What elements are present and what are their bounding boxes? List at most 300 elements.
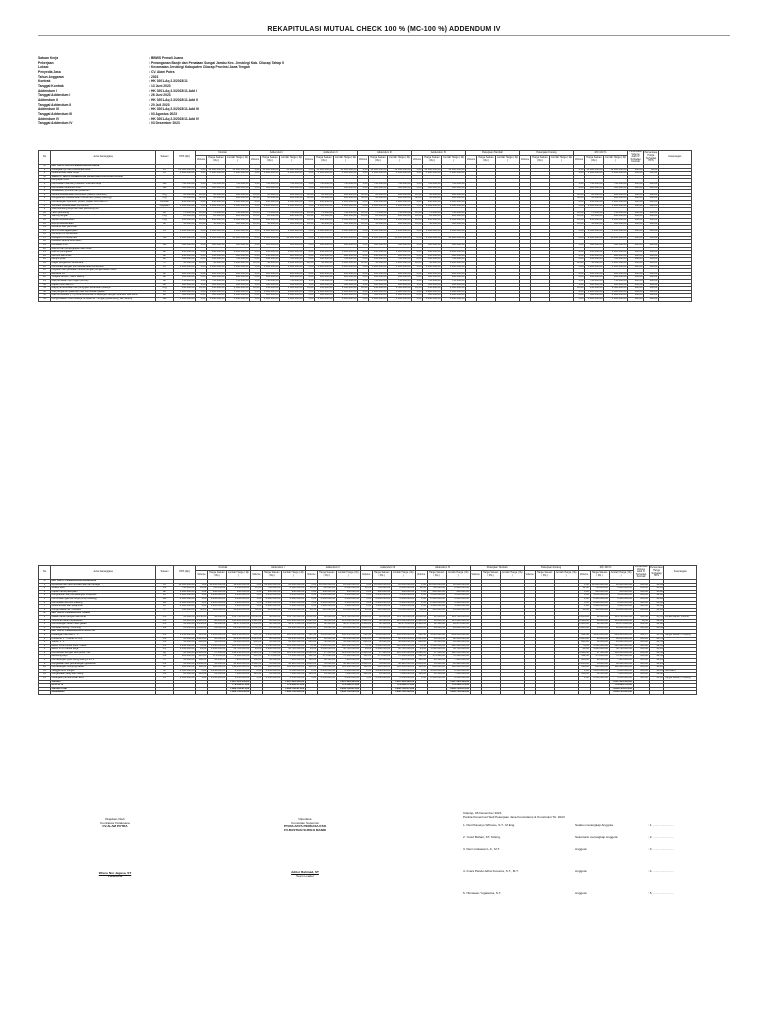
row-jumlah-harga: 46.475.000,00 <box>446 623 470 627</box>
row-uraian: Rambu dan perlengkapan lalu lintas <box>51 247 156 251</box>
row-volume: 2,00 <box>250 276 261 280</box>
row-volume: 90,00 <box>358 197 369 201</box>
row-jumlah-harga: 46.475.000,00 <box>281 623 305 627</box>
row-satuan: m2 <box>156 587 174 591</box>
row-volume: 10,00 <box>196 218 207 222</box>
summary-value: 7.087.123.400,00 <box>391 680 415 684</box>
row-harga-satuan: 2.400.000,00 <box>590 601 609 605</box>
row-jumlah-harga: 46.475.000,00 <box>336 623 360 627</box>
row-jumlah-harga: 2.350.000,00 <box>446 677 470 681</box>
row-hps: 35.000,00 <box>174 623 196 627</box>
row-hps: 250.000,00 <box>174 251 196 255</box>
row-harga-satuan: 150.000,00 <box>315 287 334 291</box>
row-harga-satuan: 150.000,00 <box>207 254 226 258</box>
row-harga-satuan: 32.500,00 <box>427 623 446 627</box>
row-jumlah-harga: 8.400.000,00 <box>391 587 415 591</box>
row-harga-satuan: 500.000,00 <box>585 283 604 287</box>
row-hps: 1.150.000,00 <box>174 633 196 637</box>
row-volume: 2.850,00 <box>416 615 427 618</box>
row-uraian: BPJS Ketenagakerjaan <box>51 229 156 233</box>
row-jumlah-harga: 1.000.000,00 <box>604 251 628 255</box>
row-volume: 1.025,00 <box>251 637 262 640</box>
summary-value: 7.866.700.000,00 <box>609 691 633 695</box>
row-persen-hps: 92,86 <box>649 594 664 598</box>
header-col-no: No <box>39 566 51 580</box>
row-harga-satuan: 5.000.000,00 <box>585 172 604 176</box>
row-jumlah-harga: 200.000,00 <box>226 276 250 280</box>
row-jumlah-harga: 8.400.000,00 <box>336 587 360 591</box>
row-jumlah-harga: 2.500.000,00 <box>442 218 466 222</box>
row-jumlah-harga: 43.680.000,00 <box>609 641 633 645</box>
row-no: 11 <box>39 215 51 219</box>
row-no: 9 <box>39 208 51 212</box>
row-hps: 85.000,00 <box>174 619 196 623</box>
row-satuan: Set <box>156 244 174 248</box>
row-jumlah-harga: 1.000.000,00 <box>280 204 304 208</box>
row-uraian: Peralatan P3K <box>51 244 156 248</box>
row-volume: 10,00 <box>574 215 585 219</box>
row-jumlah-harga <box>496 297 520 301</box>
row-harga-satuan: 52.000,00 <box>262 641 281 645</box>
row-uraian: SMKK A. BIAYA PENERAPAN KESELAMATAN KONSTRUKSI <box>51 175 156 179</box>
row-hps: 100.000,00 <box>174 276 196 280</box>
row-volume: 2,00 <box>415 669 427 673</box>
row-persen-hps: 96,00 <box>649 583 664 587</box>
row-harga-satuan: 50.000,00 <box>585 222 604 226</box>
row-jumlah-harga: 950.000,00 <box>609 590 633 594</box>
row-hps: 2.000.000,00 <box>174 605 196 609</box>
row-volume: 4,00 <box>304 272 315 276</box>
row-harga-satuan: 80.000,00 <box>372 619 391 623</box>
row-harga-satuan: 61.500,00 <box>317 673 336 677</box>
row-harga-satuan: 52.000,00 <box>590 641 609 645</box>
row-jumlah-harga: 118.400.000,00 <box>336 666 360 670</box>
row-harga-satuan: 500.000,00 <box>585 186 604 190</box>
row-harga-satuan: 80.000,00 <box>590 619 609 623</box>
row-harga-satuan: 150.000,00 <box>207 287 226 291</box>
row-harga-satuan: 500.000,00 <box>369 283 388 287</box>
row-volume: 12,00 <box>360 587 372 591</box>
row-volume: 1,00 <box>360 590 372 594</box>
row-no: 6 <box>39 601 51 605</box>
row-harga-satuan: 1.000.000,00 <box>207 204 226 208</box>
row-persen-hps: 94,00 <box>649 677 664 681</box>
row-jumlah-harga: 7.905.000,00 <box>226 659 250 663</box>
row-volume: 1.860,00 <box>579 626 589 629</box>
row-harga-satuan: 500.000,00 <box>315 244 334 248</box>
row-volume: 1.430,00 <box>196 622 207 626</box>
row-harga-satuan: 250.000,00 <box>315 200 334 204</box>
row-uraian: Sepatu keselamatan <box>51 218 156 222</box>
row-volume: 1,00 <box>412 280 423 284</box>
row-volume: 612,40 <box>360 633 372 637</box>
row-harga-satuan <box>531 297 550 301</box>
row-volume: 2,00 <box>304 276 315 280</box>
row-volume: 10,00 <box>358 215 369 219</box>
row-jumlah-harga: 2.500.000,00 <box>226 218 250 222</box>
row-volume: 10,00 <box>304 215 315 219</box>
row-harga-satuan: 1.000.000,00 <box>423 290 442 294</box>
row-harga-satuan: 1.000.000,00 <box>585 290 604 294</box>
row-jumlah-harga: 1.000.000,00 <box>442 294 466 298</box>
row-harga-satuan: 700.000,00 <box>590 587 609 591</box>
header-group: Addendum I <box>250 566 305 571</box>
signature-contractor <box>60 818 170 879</box>
row-volume: 20,00 <box>358 262 369 266</box>
row-volume: 1,00 <box>196 583 208 587</box>
row-harga-satuan: 100.000,00 <box>369 276 388 280</box>
row-persen-kontrak: 102,07 <box>633 633 649 637</box>
row-volume: 1,00 <box>574 204 585 208</box>
row-persen-hps: 100,00 <box>644 193 659 197</box>
row-harga-satuan: 800.000,00 <box>590 666 609 670</box>
row-jumlah-harga: 1.000.000,00 <box>334 262 358 266</box>
summary-value: 7.866.706.974,00 <box>336 687 360 691</box>
row-volume: 4,00 <box>412 251 423 255</box>
row-harga-satuan: 250.000,00 <box>423 251 442 255</box>
row-harga-satuan: 750.000,00 <box>369 280 388 284</box>
header-harga-satuan: Harga Satuan ( Rp ) <box>207 571 226 580</box>
row-satuan: Set <box>156 297 174 301</box>
row-jumlah-harga: 3.250.000,00 <box>446 594 470 598</box>
row-satuan: Ls <box>156 168 174 172</box>
row-no: 1 <box>39 583 51 587</box>
row-persen-kontrak: 100,00 <box>628 236 644 240</box>
row-no: E <box>39 630 51 634</box>
summary-value: 7.866.706.974,00 <box>391 687 415 691</box>
row-uraian: Tangga turun sungai <box>51 669 156 673</box>
row-harga-satuan: 1.900.000,00 <box>262 605 281 609</box>
row-volume: 4,00 <box>196 272 207 276</box>
header-col-no: No <box>39 151 51 165</box>
header-harga-satuan: Harga Satuan ( Rp ) <box>531 156 550 165</box>
row-no: 12 <box>39 218 51 222</box>
row-harga-satuan: 1.500.000,00 <box>585 229 604 233</box>
row-volume: 10,00 <box>412 222 423 226</box>
row-jumlah-harga: 40.920.000,00 <box>336 662 360 666</box>
row-jumlah-harga: 13.000.000,00 <box>281 608 305 612</box>
row-jumlah-harga: 2.500.000,00 <box>388 218 412 222</box>
row-volume: 612,40 <box>250 633 262 637</box>
row-jumlah-harga: 26.040.000,00 <box>446 626 470 630</box>
header-volume: Volume <box>412 156 423 165</box>
row-harga-satuan: 1.000.000,00 <box>207 265 226 269</box>
row-jumlah-harga: 750.000,00 <box>226 280 250 284</box>
row-harga-satuan: 1.000.000,00 <box>261 265 280 269</box>
row-volume: 1,00 <box>250 229 261 233</box>
row-harga-satuan: 500.000,00 <box>315 283 334 287</box>
row-volume: 1,00 <box>578 597 590 601</box>
row-jumlah-harga: 119.700.000,00 <box>609 615 633 619</box>
row-volume: 1,00 <box>358 297 369 301</box>
row-harga-satuan: 250.000,00 <box>207 200 226 204</box>
row-hps: 35.000,00 <box>174 662 196 666</box>
row-harga-satuan: 12.000.000,00 <box>209 583 226 586</box>
row-volume: 1.025,00 <box>416 637 427 640</box>
header-group: Pekerjaan Tambah <box>466 151 520 156</box>
row-uraian: Alat pelindung kerja dan alat pelindung diri <box>51 208 156 212</box>
row-jumlah-harga: 92.250.000,00 <box>281 637 305 641</box>
row-jumlah-harga: 2.400.000,00 <box>226 601 250 605</box>
row-uraian: Pembuatan dokumen RKK <box>51 186 156 190</box>
row-jumlah-harga: 500.000,00 <box>280 283 304 287</box>
header-group: Pekerjaan Tambah <box>470 566 524 571</box>
row-volume: 1.860,00 <box>306 626 317 629</box>
row-jumlah-harga: 15.000.000,00 <box>280 236 304 240</box>
row-jumlah-harga: 750.000,00 <box>604 182 628 186</box>
row-harga-satuan: 1.000.000,00 <box>423 265 442 269</box>
row-hps: 75.000,00 <box>174 211 196 215</box>
row-jumlah-harga: 46.475.000,00 <box>391 623 415 627</box>
row-satuan: Ls <box>156 290 174 294</box>
header-persen-hps: Persentase Harga Terhadap HPS <box>644 151 659 165</box>
row-no: 5 <box>39 648 51 652</box>
row-volume: 2.850,00 <box>196 615 207 618</box>
row-volume: 10,00 <box>250 215 261 219</box>
row-harga-satuan: 500.000,00 <box>261 294 280 298</box>
row-volume: 1.240,00 <box>579 662 589 665</box>
row-harga-satuan: 12.000.000,00 <box>319 583 336 586</box>
row-harga-satuan: 350.000,00 <box>261 258 280 262</box>
row-uraian: Asuransi dan perizinan <box>51 226 156 230</box>
row-volume: 1,00 <box>415 605 427 609</box>
row-harga-satuan: 15.000.000,00 <box>370 168 387 171</box>
meta-value: : CV. Alam Putra <box>149 69 175 74</box>
row-uraian: Pemasangan pipa suling-suling PVC 2" <box>51 659 156 663</box>
row-jumlah-harga: 118.400.000,00 <box>226 666 250 670</box>
row-jumlah-harga: 1.900.000,00 <box>446 605 470 609</box>
row-volume: 10,00 <box>196 215 207 219</box>
row-jumlah-harga: 400.000,00 <box>442 272 466 276</box>
row-hps: 1.350.000,00 <box>174 648 196 652</box>
row-harga-satuan: 33.000,00 <box>590 662 609 666</box>
row-harga-satuan: 17.500,00 <box>590 651 609 655</box>
row-harga-satuan: 75.000,00 <box>261 211 280 215</box>
row-jumlah-harga: 5.000.000,00 <box>226 172 250 176</box>
row-jumlah-harga: 2.500.000,00 <box>604 218 628 222</box>
contractor-caption2: Kontraktor Pelaksana <box>100 820 130 825</box>
row-no: 20 <box>39 247 51 251</box>
row-satuan: Bh <box>156 590 174 594</box>
row-harga-satuan: 42.000,00 <box>317 615 336 619</box>
row-volume: 10,00 <box>574 222 585 226</box>
row-uraian: Pagar pengaman sementara <box>51 262 156 266</box>
row-volume: 1.025,00 <box>361 637 372 640</box>
row-no: C <box>39 580 51 584</box>
row-persen-kontrak: 100,00 <box>633 601 649 605</box>
row-keterangan: Harga Satuan Timpang <box>664 633 697 637</box>
committee-member-name: 5. Himawan Yugatama, S.T. <box>463 891 502 895</box>
page-title: REKAPITULASI MUTUAL CHECK 100 % (MC-100 %) ADDENDUM IV <box>267 26 501 33</box>
row-volume: 4,00 <box>358 251 369 255</box>
row-volume: 1,00 <box>304 283 315 287</box>
row-jumlah-harga: 100.000,00 <box>604 193 628 197</box>
row-harga-satuan: 150.000,00 <box>585 254 604 258</box>
row-harga-satuan: 1.560.000,00 <box>372 644 391 648</box>
header-harga-satuan: Harga Satuan ( Rp ) <box>262 571 281 580</box>
row-jumlah-harga: 500.000,00 <box>388 244 412 248</box>
row-jumlah-harga: 12.000.000,00 <box>336 583 360 587</box>
row-persen-hps: 94,12 <box>649 666 664 670</box>
row-jumlah-harga: 46.475.000,00 <box>226 623 250 627</box>
row-persen-kontrak: 100,00 <box>633 626 649 630</box>
row-harga-satuan: 1.900.000,00 <box>317 605 336 609</box>
row-volume: 2.850,00 <box>361 615 372 618</box>
row-jumlah-harga: 30.720.000,00 <box>609 648 633 652</box>
row-volume: 1,00 <box>305 583 317 587</box>
row-persen-hps: 94,12 <box>649 619 664 623</box>
row-harga-satuan: 150.000,00 <box>585 287 604 291</box>
row-jumlah-harga: 72.100.000,00 <box>391 655 415 659</box>
row-volume: 2.850,00 <box>251 615 262 618</box>
row-persen-hps: 100,00 <box>644 222 659 226</box>
row-harga-satuan: 175.000,00 <box>207 655 226 659</box>
row-satuan: m3 <box>156 644 174 648</box>
row-harga-satuan: 90.000,00 <box>372 637 391 641</box>
row-volume: 10,00 <box>412 193 423 197</box>
row-harga-satuan: 150.000,00 <box>423 287 442 291</box>
row-volume: 1.420,00 <box>579 619 589 622</box>
row-jumlah-harga: 1.000.000,00 <box>442 251 466 255</box>
committee-member-role: Anggota <box>575 891 587 895</box>
meta-label: Tanggal Addendum II <box>38 102 72 107</box>
row-harga-satuan: 3.000.000,00 <box>423 297 442 301</box>
row-volume: 1,00 <box>196 229 207 233</box>
row-volume: 1,00 <box>305 677 317 681</box>
row-hps: 25.000.000,00 <box>174 168 196 172</box>
row-harga-satuan: 2.500.000,00 <box>261 236 280 240</box>
row-harga-satuan: 1.000.000,00 <box>315 290 334 294</box>
row-harga-satuan: 1.560.000,00 <box>427 644 446 648</box>
row-jumlah-harga: 40.920.000,00 <box>281 662 305 666</box>
row-persen-hps: 100,00 <box>644 236 659 240</box>
row-satuan: Bh <box>156 211 174 215</box>
row-jumlah-harga: 26.040.000,00 <box>391 626 415 630</box>
row-uraian: Helm pelindung <box>51 211 156 215</box>
row-jumlah-harga: 100.000,00 <box>280 193 304 197</box>
row-persen-kontrak: 100,00 <box>633 666 649 670</box>
row-satuan: m3 <box>156 619 174 623</box>
committee-member-signature: : 1. ........................ <box>648 823 674 827</box>
header-group: MC 100 % <box>574 151 628 156</box>
row-volume: 1,00 <box>412 244 423 248</box>
row-no: 18 <box>39 240 51 244</box>
row-harga-satuan: 150.000,00 <box>261 254 280 258</box>
row-volume: 1,00 <box>196 265 207 269</box>
row-uraian: Pemasangan bronjong kawat <box>51 666 156 670</box>
row-persen-hps: 92,86 <box>649 623 664 627</box>
row-volume: 4,00 <box>304 200 315 204</box>
row-hps: 500.000,00 <box>174 186 196 190</box>
row-harga-satuan: 14.000,00 <box>590 626 609 630</box>
row-jumlah-harga: 7.905.000,00 <box>281 659 305 663</box>
row-no: 26 <box>39 269 51 273</box>
row-uraian: Kerucut lalu lintas <box>51 254 156 258</box>
summary-value: 7.866.700.000,00 <box>226 691 250 695</box>
row-jumlah-harga: 3.250.000,00 <box>391 594 415 598</box>
row-persen-kontrak: 100,00 <box>633 677 649 681</box>
row-volume: 10,00 <box>196 193 207 197</box>
row-volume: 1,00 <box>360 601 372 605</box>
row-harga-satuan: 14.000,00 <box>427 626 446 630</box>
row-volume: 1,00 <box>305 605 317 609</box>
row-volume: 10,00 <box>250 222 261 226</box>
row-harga-satuan: 20.000,00 <box>207 215 226 219</box>
row-harga-satuan: 700.000,00 <box>427 587 446 591</box>
row-harga-satuan: 42.000,00 <box>590 615 609 619</box>
row-volume: 412,00 <box>250 655 262 659</box>
row-volume: 1,00 <box>305 590 317 594</box>
row-persen-kontrak: 100,00 <box>633 594 649 598</box>
row-harga-satuan: 950.000,00 <box>427 590 446 594</box>
row-volume: 1,00 <box>358 182 369 186</box>
row-hps: 20.000,00 <box>174 215 196 219</box>
row-harga-satuan: 1.560.000,00 <box>590 644 609 648</box>
row-volume: 10,00 <box>196 222 207 226</box>
row-harga-satuan: 500.000,00 <box>585 244 604 248</box>
row-hps: 45.000,00 <box>174 615 196 619</box>
row-jumlah-harga: 1.000.000,00 <box>280 200 304 204</box>
row-jumlah-harga: 1.000.000,00 <box>388 262 412 266</box>
row-jumlah-harga: 1.000.000,00 <box>280 251 304 255</box>
row-persen-kontrak: 100,00 <box>628 215 644 219</box>
header-group: Addendum IV <box>412 151 466 156</box>
row-volume: 120,00 <box>360 673 372 677</box>
row-harga-satuan: 42.500,00 <box>262 659 281 663</box>
row-no: 12 <box>39 673 51 677</box>
row-persen-kontrak: 100,00 <box>628 229 644 233</box>
header-jumlah-harga: Jumlah Harga ( Rp ) <box>500 571 524 580</box>
row-harga-satuan: 2.500.000,00 <box>585 236 604 240</box>
row-volume: 10,00 <box>304 211 315 215</box>
row-satuan: Bh <box>156 280 174 284</box>
row-harga-satuan: 2.500.000,00 <box>315 236 334 240</box>
row-harga-satuan: 32.500,00 <box>590 623 609 627</box>
row-jumlah-harga: 1.000.000,00 <box>604 290 628 294</box>
row-volume: 1,00 <box>196 677 208 681</box>
row-harga-satuan: 500.000,00 <box>423 186 442 190</box>
row-no: 6 <box>39 197 51 201</box>
row-jumlah-harga: 1.000.000,00 <box>334 251 358 255</box>
row-volume: 1.860,00 <box>361 626 372 629</box>
row-volume: 1.420,00 <box>306 619 317 622</box>
row-harga-satuan: 175.000,00 <box>262 655 281 659</box>
row-volume: 1,00 <box>196 172 207 176</box>
row-persen-hps: 100,00 <box>644 197 659 201</box>
row-volume: 6,00 <box>250 236 261 240</box>
summary-value: 7.866.706.974,00 <box>226 687 250 691</box>
row-volume: 1,00 <box>574 280 585 284</box>
row-volume: 4,00 <box>196 251 207 255</box>
row-volume: 1,00 <box>412 204 423 208</box>
recap-table-page1 <box>38 150 692 302</box>
header-keterangan: Keterangan <box>664 566 697 580</box>
row-volume: 10,00 <box>358 218 369 222</box>
row-no: 22 <box>39 254 51 258</box>
row-jumlah-harga: 26.040.000,00 <box>281 626 305 630</box>
row-persen-kontrak: 100,00 <box>628 218 644 222</box>
row-hps: 4.500.000,00 <box>174 669 196 673</box>
row-jumlah-harga: 15.000.000,00 <box>280 168 304 172</box>
row-harga-satuan: 800.000,00 <box>372 666 391 670</box>
row-jumlah-harga: 112.350.000,00 <box>281 651 305 655</box>
row-volume: 1,00 <box>578 601 590 605</box>
row-harga-satuan: 90.000,00 <box>427 637 446 641</box>
row-volume: 1,00 <box>578 590 590 594</box>
row-harga-satuan: 42.500,00 <box>317 659 336 663</box>
row-jumlah-harga: 119.700.000,00 <box>446 615 470 619</box>
row-jumlah-harga: 664.454.000,00 <box>609 633 633 637</box>
